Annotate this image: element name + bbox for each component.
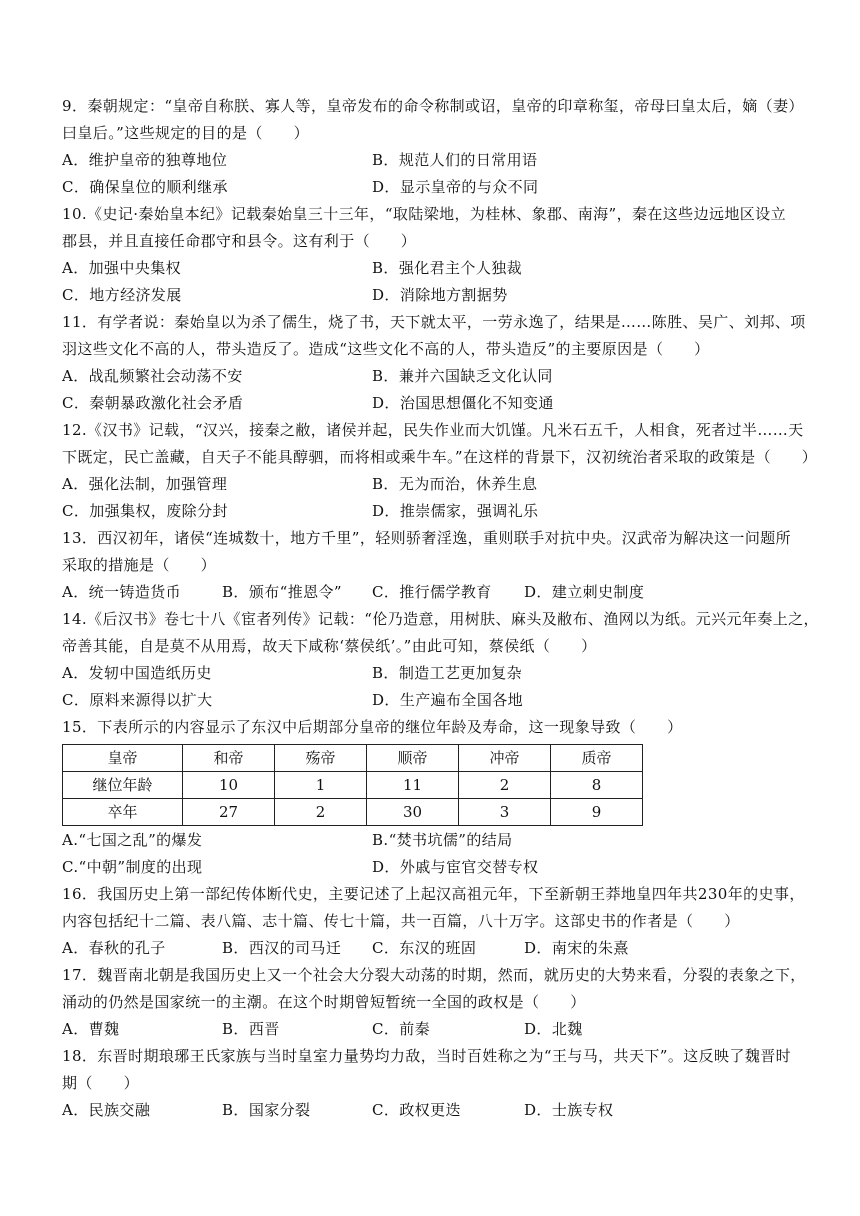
question-14-option-d: D．生产遍布全国各地	[372, 691, 524, 709]
question-12-option-a: A．强化法制，加强管理	[62, 475, 228, 493]
question-12-stem-line-1: 12.《汉书》记载，“汉兴，接秦之敝，诸侯并起，民失作业而大饥馑。凡米石五千，人相食，死者过半……天	[62, 421, 804, 439]
question-15-option-c: C.“中朝”制度的出现	[62, 858, 203, 876]
table-cell: 3	[459, 799, 551, 826]
question-13-option-c: C．推行儒学教育	[372, 583, 492, 601]
question-14-option-c: C．原料来源得以扩大	[62, 691, 213, 709]
table-cell: 8	[551, 772, 643, 799]
question-11-option-b: B．兼并六国缺乏文化认同	[372, 367, 553, 385]
question-14-option-a: A．发轫中国造纸历史	[62, 664, 212, 682]
question-9-option-b: B．规范人们的日常用语	[372, 151, 538, 169]
table-cell: 1	[275, 772, 367, 799]
question-11-stem-line-1: 11．有学者说：秦始皇以为杀了儒生，烧了书，天下就太平，一劳永逸了，结果是……陈胜、吴广、刘邦、项	[62, 313, 806, 331]
table-cell: 皇帝	[63, 745, 183, 772]
question-13-option-a: A．统一铸造货币	[62, 583, 182, 601]
question-15-option-d: D．外戚与宦官交替专权	[372, 858, 539, 876]
question-17-option-d: D．北魏	[524, 1020, 583, 1038]
table-cell: 30	[367, 799, 459, 826]
table-cell: 2	[275, 799, 367, 826]
table-row	[63, 799, 643, 826]
question-17-stem-line-1: 17．魏晋南北朝是我国历史上又一个社会大分裂大动荡的时期，然而，就历史的大势来看，分裂的表象之下，	[62, 966, 806, 984]
question-9-option-c: C．确保皇位的顺利继承	[62, 178, 228, 196]
question-14-stem-line-1: 14.《后汉书》卷七十八《宦者列传》记载：“伦乃造意，用树肤、麻头及敝布、渔网以为纸。元兴元年奏上之，	[62, 610, 819, 628]
question-18-option-d: D．士族专权	[524, 1101, 614, 1119]
question-10-option-d: D．消除地方割据势	[372, 286, 508, 304]
question-11-stem-line-2: 羽这些文化不高的人，带头造反了。造成“这些文化不高的人，带头造反”的主要原因是（ ）	[62, 340, 710, 358]
question-11-option-c: C．秦朝暴政激化社会矛盾	[62, 394, 244, 412]
table-cell: 10	[183, 772, 275, 799]
question-15-stem-line-1: 15．下表所示的内容显示了东汉中后期部分皇帝的继位年龄及寿命，这一现象导致（ ）	[62, 718, 683, 736]
question-10-stem-line-2: 郡县，并且直接任命郡守和县令。这有利于（ ）	[62, 232, 417, 250]
question-18-stem-line-2: 期（ ）	[62, 1074, 140, 1092]
question-16-option-a: A．春秋的孔子	[62, 939, 166, 957]
table-cell: 27	[183, 799, 275, 826]
question-13-stem-line-2: 采取的措施是（ ）	[62, 556, 217, 574]
table-cell: 继位年龄	[63, 772, 183, 799]
question-16-option-b: B．西汉的司马迁	[222, 939, 342, 957]
question-9-stem-line-2: 曰皇后。”这些规定的目的是（ ）	[62, 124, 309, 142]
table-cell: 顺帝	[367, 745, 459, 772]
question-16-stem-line-2: 内容包括纪十二篇、表八篇、志十篇、传七十篇，共一百篇，八十万字。这部史书的作者是（ ）	[62, 912, 740, 930]
question-17-option-b: B．西晋	[222, 1020, 280, 1038]
question-12-stem-line-2: 下既定，民亡盖藏，自天子不能具醇驷，而将相或乘牛车。”在这样的背景下，汉初统治者采取的政策是（ ）	[62, 448, 818, 466]
question-16-option-c: C．东汉的班固	[372, 939, 477, 957]
question-11-option-d: D．治国思想僵化不知变通	[372, 394, 554, 412]
question-18-option-a: A．民族交融	[62, 1101, 151, 1119]
question-15-option-a: A.“七国之乱”的爆发	[62, 831, 203, 849]
table-cell: 9	[551, 799, 643, 826]
table-cell: 质帝	[551, 745, 643, 772]
question-15-option-b: B.“焚书坑儒”的结局	[372, 831, 513, 849]
table-cell: 2	[459, 772, 551, 799]
question-11-option-a: A．战乱频繁社会动荡不安	[62, 367, 243, 385]
question-13-option-b: B．颁布“推恩令”	[222, 583, 342, 601]
table-row	[63, 772, 643, 799]
question-18-option-b: B．国家分裂	[222, 1101, 311, 1119]
question-13-option-d: D．建立刺史制度	[524, 583, 645, 601]
question-12-option-d: D．推崇儒家，强调礼乐	[372, 502, 539, 520]
emperor-age-table	[62, 744, 643, 826]
question-10-option-c: C．地方经济发展	[62, 286, 182, 304]
question-17-stem-line-2: 涌动的仍然是国家统一的主潮。在这个时期曾短暂统一全国的政权是（ ）	[62, 993, 586, 1011]
table-row	[63, 745, 643, 772]
question-9-stem-line-1: 9．秦朝规定：“皇帝自称朕、寡人等，皇帝发布的命令称制或诏，皇帝的印章称玺，帝母曰皇太后，嫡（妻）	[62, 97, 804, 115]
question-14-option-b: B．制造工艺更加复杂	[372, 664, 523, 682]
question-17-option-c: C．前秦	[372, 1020, 431, 1038]
question-10-option-a: A．加强中央集权	[62, 259, 182, 277]
question-17-option-a: A．曹魏	[62, 1020, 120, 1038]
question-13-stem-line-1: 13．西汉初年，诸侯“连城数十，地方千里”，轻则骄奢淫逸，重则联手对抗中央。汉武帝为解决这一问题所	[62, 529, 792, 547]
question-16-option-d: D．南宋的朱熹	[524, 939, 629, 957]
question-14-stem-line-2: 帝善其能，自是莫不从用焉，故天下咸称‘蔡侯纸’。”由此可知，蔡侯纸（ ）	[62, 637, 597, 655]
question-12-option-b: B．无为而治，休养生息	[372, 475, 538, 493]
table-cell: 11	[367, 772, 459, 799]
question-10-option-b: B．强化君主个人独裁	[372, 259, 523, 277]
table-cell: 卒年	[63, 799, 183, 826]
table-cell: 冲帝	[459, 745, 551, 772]
question-18-stem-line-1: 18．东晋时期琅琊王氏家族与当时皇室力量势均力敌，当时百姓称之为“王与马，共天下”。这反映了魏晋时	[62, 1047, 792, 1065]
question-12-option-c: C．加强集权，废除分封	[62, 502, 228, 520]
question-18-option-c: C．政权更迭	[372, 1101, 461, 1119]
question-9-option-d: D．显示皇帝的与众不同	[372, 178, 539, 196]
question-9-option-a: A．维护皇帝的独尊地位	[62, 151, 228, 169]
question-10-stem-line-1: 10.《史记·秦始皇本纪》记载秦始皇三十三年，“取陆梁地，为桂林、象郡、南海”，秦在这些边远地区设立	[62, 205, 786, 223]
table-cell: 和帝	[183, 745, 275, 772]
table-cell: 殇帝	[275, 745, 367, 772]
question-16-stem-line-1: 16．我国历史上第一部纪传体断代史，主要记述了上起汉高祖元年，下至新朝王莽地皇四年共230年的史事，	[62, 885, 805, 903]
